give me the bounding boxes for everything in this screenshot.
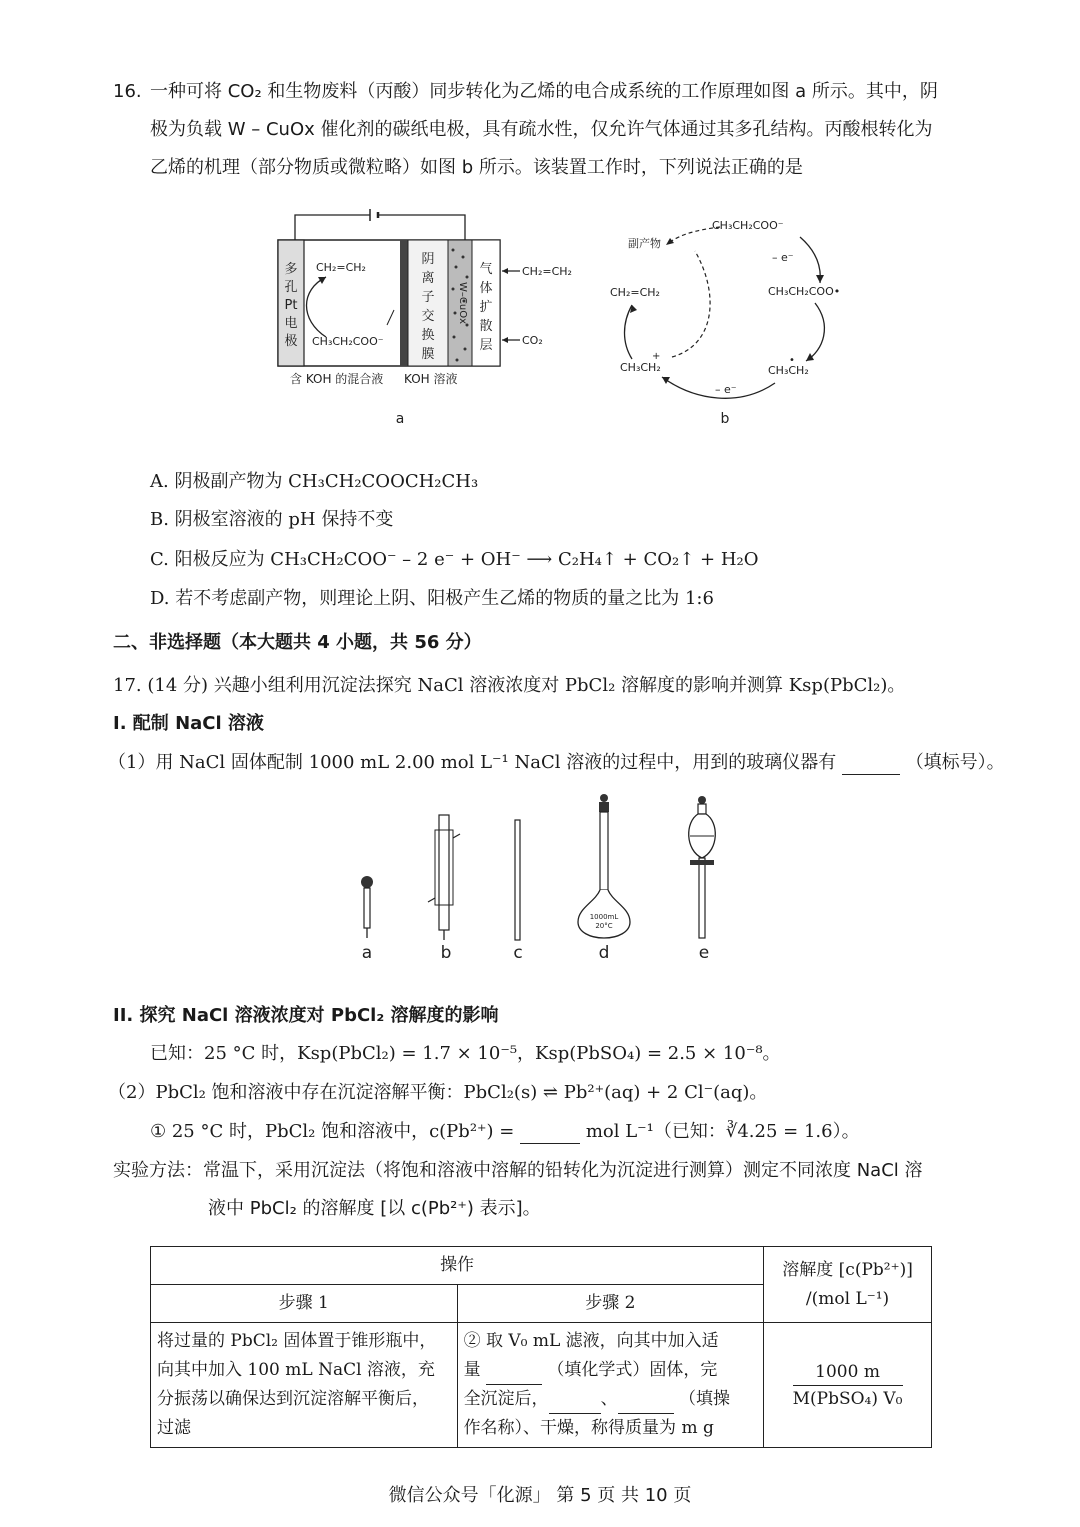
fig-b-left: CH₂=CH₂	[610, 286, 660, 299]
fig-a-membrane-2: 离	[421, 271, 435, 286]
table-cell-step1: 将过量的 PbCl₂ 固体置于锥形瓶中， 向其中加入 100 mL NaCl 溶液，充 分振荡以确保达到沉淀溶解平衡后， 过滤	[151, 1323, 458, 1448]
table-header-solubility: 溶解度 [c(Pb²⁺)] /(mol L⁻¹)	[764, 1247, 932, 1323]
fig-a-membrane-5: 换	[421, 328, 435, 343]
option-a: A. 阴极副产物为 CH₃CH₂COOCH₂CH₃	[150, 471, 479, 492]
fig-b-top: CH₃CH₂COO⁻	[712, 219, 784, 232]
fig-a-diffusion-1: 气	[479, 262, 493, 277]
svg-text:•: •	[789, 355, 795, 366]
fig-a-diffusion-3: 扩	[479, 300, 493, 315]
table-header-step2: 步骤 2	[457, 1285, 764, 1323]
apparatus-label-d: d	[598, 943, 610, 963]
fig-a-diffusion-2: 体	[479, 281, 493, 296]
answer-blank-3[interactable]	[486, 1366, 542, 1385]
table-header-step1: 步骤 1	[151, 1285, 458, 1323]
known-values: 已知：25 °C 时，Ksp(PbCl₂) = 1.7 × 10⁻⁵，Ksp(PbSO₄) = 2.5 × 10⁻⁸。	[150, 1043, 781, 1064]
experiment-table	[150, 1246, 932, 1448]
q16-stem-line1: 一种可将 CO₂ 和生物废料（丙酸）同步转化为乙烯的电合成系统的工作原理如图 a 所示。其中，阴	[150, 81, 938, 102]
fig-a-out-top: CH₂=CH₂	[522, 265, 572, 278]
q17-sub1: （1）用 NaCl 固体配制 1000 mL 2.00 mol L⁻¹ NaCl 溶液的过程中，用到的玻璃仪器有 （填标号）。	[108, 752, 1005, 773]
fig-a-species-top: CH₂=CH₂	[316, 261, 366, 274]
fig-a-under-right: KOH 溶液	[404, 372, 458, 386]
apparatus-label-e: e	[698, 943, 710, 963]
fig-a-species-bottom: CH₃CH₂COO⁻	[312, 335, 384, 348]
option-d: D. 若不考虑副产物，则理论上阴、阳极产生乙烯的物质的量之比为 1:6	[150, 588, 714, 609]
fig-b-caption: b	[720, 411, 730, 427]
answer-blank-1[interactable]	[842, 756, 900, 775]
q17-sub2: （2）PbCl₂ 饱和溶液中存在沉淀溶解平衡：PbCl₂(s) ⇌ Pb²⁺(aq) + 2 Cl⁻(aq)。	[108, 1082, 768, 1103]
fig-a-left-electrode-3: Pt	[284, 298, 298, 313]
volumetric-flask-icon	[578, 794, 630, 938]
fig-a-catalyst: W–CuOx	[457, 282, 468, 324]
q16-stem-line3: 乙烯的机理（部分物质或微粒略）如图 b 所示。该装置工作时，下列说法正确的是	[150, 157, 803, 178]
fig-b-e1: – e⁻	[772, 251, 794, 264]
option-b: B. 阴极室溶液的 pH 保持不变	[150, 509, 394, 530]
fig-a-diffusion-4: 散	[479, 319, 493, 334]
q16-number: 16.	[113, 81, 142, 102]
method-line1: 实验方法：常温下，采用沉淀法（将饱和溶液中溶解的铅转化为沉淀进行测算）测定不同浓度 NaCl 溶	[113, 1160, 923, 1181]
fig-a-left-electrode-4: 电	[284, 316, 298, 331]
fig-a-membrane-4: 交	[421, 309, 435, 324]
fig-b-right: CH₃CH₂COO•	[768, 285, 841, 298]
method-line2: 液中 PbCl₂ 的溶解度 [以 c(Pb²⁺) 表示]。	[208, 1198, 541, 1219]
fig-b-byproduct: 副产物	[628, 237, 661, 250]
fig-a-membrane-6: 膜	[421, 347, 435, 362]
fig-a-membrane-1: 阴	[421, 252, 435, 267]
page-footer: 微信公众号「化源」 第 5 页 共 10 页	[388, 1485, 692, 1506]
fig-a-membrane-3: 子	[421, 290, 435, 305]
fig-a-caption: a	[395, 411, 405, 427]
glass-rod-icon	[515, 820, 520, 940]
fig-b-e2: – e⁻	[715, 383, 737, 396]
answer-blank-2[interactable]	[520, 1125, 580, 1144]
dropper-icon	[361, 876, 373, 938]
svg-text:+: +	[652, 351, 661, 362]
answer-blank-4[interactable]	[549, 1395, 601, 1414]
fig-a-left-electrode-2: 孔	[284, 280, 298, 295]
separatory-funnel-icon	[689, 796, 716, 938]
fig-b-bottom-right: CH₃CH₂	[768, 364, 809, 377]
fig-a-under-left: 含 KOH 的混合液	[290, 372, 384, 386]
apparatus-label-a: a	[361, 943, 373, 963]
fig-a-left-electrode-1: 多	[284, 262, 298, 277]
apparatus-label-c: c	[513, 943, 523, 963]
part-2-heading: II. 探究 NaCl 溶液浓度对 PbCl₂ 溶解度的影响	[113, 1005, 499, 1026]
fig-a-left-electrode-5: 极	[284, 334, 298, 349]
section-2-heading: 二、非选择题（本大题共 4 小题，共 56 分）	[113, 632, 482, 653]
svg-text:1000mL: 1000mL	[589, 913, 619, 921]
svg-text:20°C: 20°C	[595, 922, 613, 930]
fig-b-bottom-left: CH₃CH₂	[620, 361, 661, 374]
option-c: C. 阳极反应为 CH₃CH₂COO⁻ – 2 e⁻ + OH⁻ ⟶ C₂H₄↑ + CO₂↑ + H₂O	[150, 549, 759, 570]
q17-head: 17. (14 分) 兴趣小组利用沉淀法探究 NaCl 溶液浓度对 PbCl₂ 溶解度的影响并测算 Ksp(PbCl₂)。	[113, 675, 906, 696]
apparatus-label-b: b	[440, 943, 452, 963]
table-cell-formula: $\frac{1000 m}{\text{M(PbSO₄) V₀}}$	[764, 1323, 932, 1448]
q16-stem-line2: 极为负载 W – CuOx 催化剂的碳纸电极，具有疏水性，仅允许气体通过其多孔结构。丙酸根转化为	[150, 119, 933, 140]
table-header-operation: 操作	[151, 1247, 764, 1285]
table-cell-step2: ② 取 V₀ mL 滤液，向其中加入适 量 （填化学式）固体，完 全沉淀后， 、 （填操 作名称）、干燥，称得质量为 m g	[457, 1323, 764, 1448]
fig-a-diffusion-5: 层	[479, 338, 493, 353]
burette-icon	[428, 815, 460, 940]
answer-blank-5[interactable]	[618, 1395, 674, 1414]
figure-a-electrolysis-cell	[270, 205, 590, 430]
part-1-heading: I. 配制 NaCl 溶液	[113, 713, 264, 734]
figure-b-mechanism	[600, 205, 850, 430]
fig-a-in-bottom: CO₂	[522, 334, 543, 347]
apparatus-figure	[340, 790, 740, 970]
q17-sub2-1: ① 25 °C 时，PbCl₂ 饱和溶液中，c(Pb²⁺) = mol L⁻¹（已知：∛4.25 = 1.6）。	[150, 1121, 860, 1142]
